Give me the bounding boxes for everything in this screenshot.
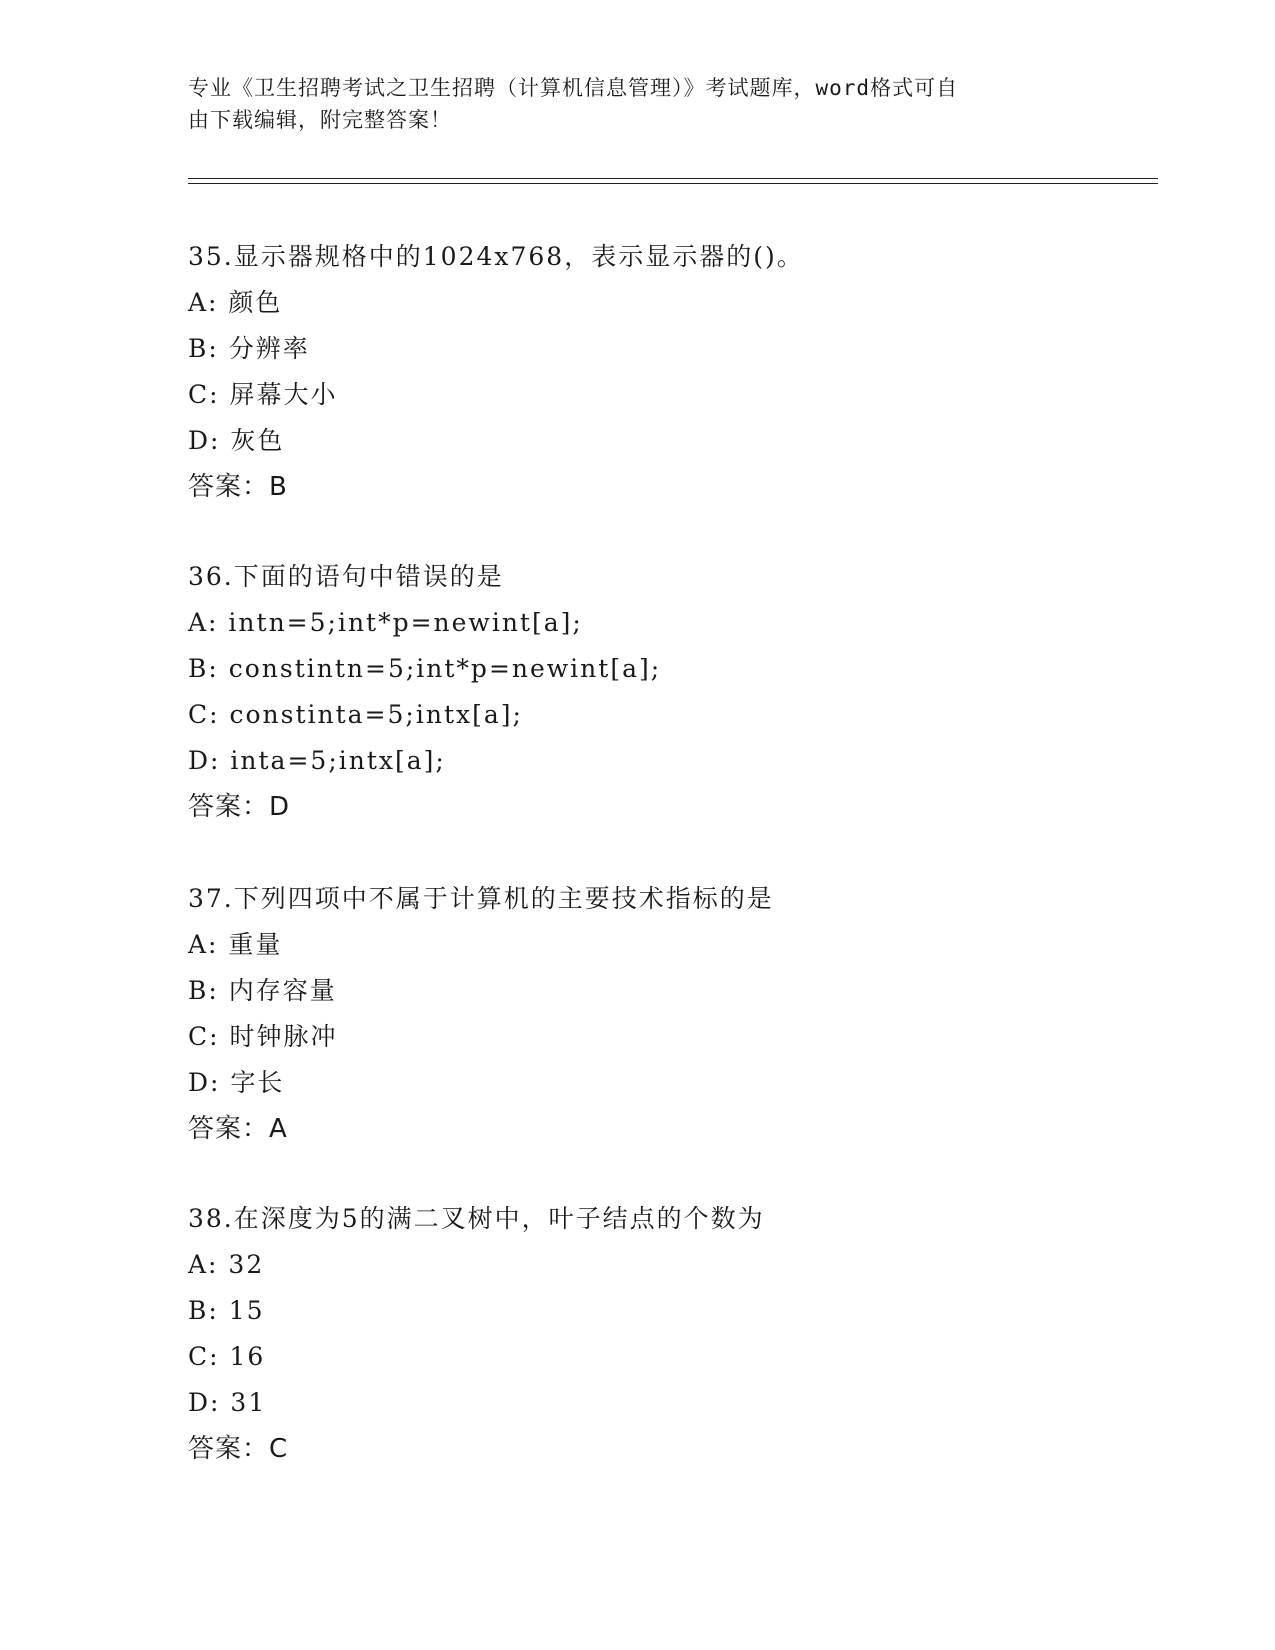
question-stem: 36.下面的语句中错误的是 [188,562,504,591]
answer: 答案：D [188,792,291,822]
question-38 [188,1196,1168,1472]
option-b: B: 分辨率 [188,334,310,363]
option-d: D: inta=5;intx[a]; [188,746,446,775]
option-d: D: 字长 [188,1068,285,1097]
answer: 答案：C [188,1434,289,1464]
option-a: A: 颜色 [188,288,283,317]
option-b: B: 15 [188,1296,265,1325]
question-stem: 38.在深度为5的满二叉树中，叶子结点的个数为 [188,1204,765,1233]
option-c: C: 屏幕大小 [188,380,338,409]
question-stem: 35.显示器规格中的1024x768，表示显示器的()。 [188,242,804,271]
document-header [188,72,1088,136]
option-d: D: 灰色 [188,426,285,455]
answer: 答案：A [188,1114,288,1144]
answer: 答案：B [188,472,288,502]
option-a: A: 32 [188,1250,265,1279]
question-37 [188,876,1168,1152]
option-d: D: 31 [188,1388,267,1417]
header-divider-top [188,178,1158,179]
question-36 [188,554,1168,830]
question-stem: 37.下列四项中不属于计算机的主要技术指标的是 [188,884,774,913]
option-a: A: intn=5;int*p=newint[a]; [188,608,583,637]
option-b: B: constintn=5;int*p=newint[a]; [188,654,662,683]
option-b: B: 内存容量 [188,976,337,1005]
option-c: C: constinta=5;intx[a]; [188,700,523,729]
option-c: C: 16 [188,1342,266,1371]
header-divider-bottom [188,183,1158,184]
header-line-1: 专业《卫生招聘考试之卫生招聘（计算机信息管理）》考试题库，word格式可自 [188,76,959,100]
question-35 [188,234,1168,510]
option-c: C: 时钟脉冲 [188,1022,338,1051]
header-line-2: 由下载编辑，附完整答案！ [188,108,452,132]
option-a: A: 重量 [188,930,283,959]
